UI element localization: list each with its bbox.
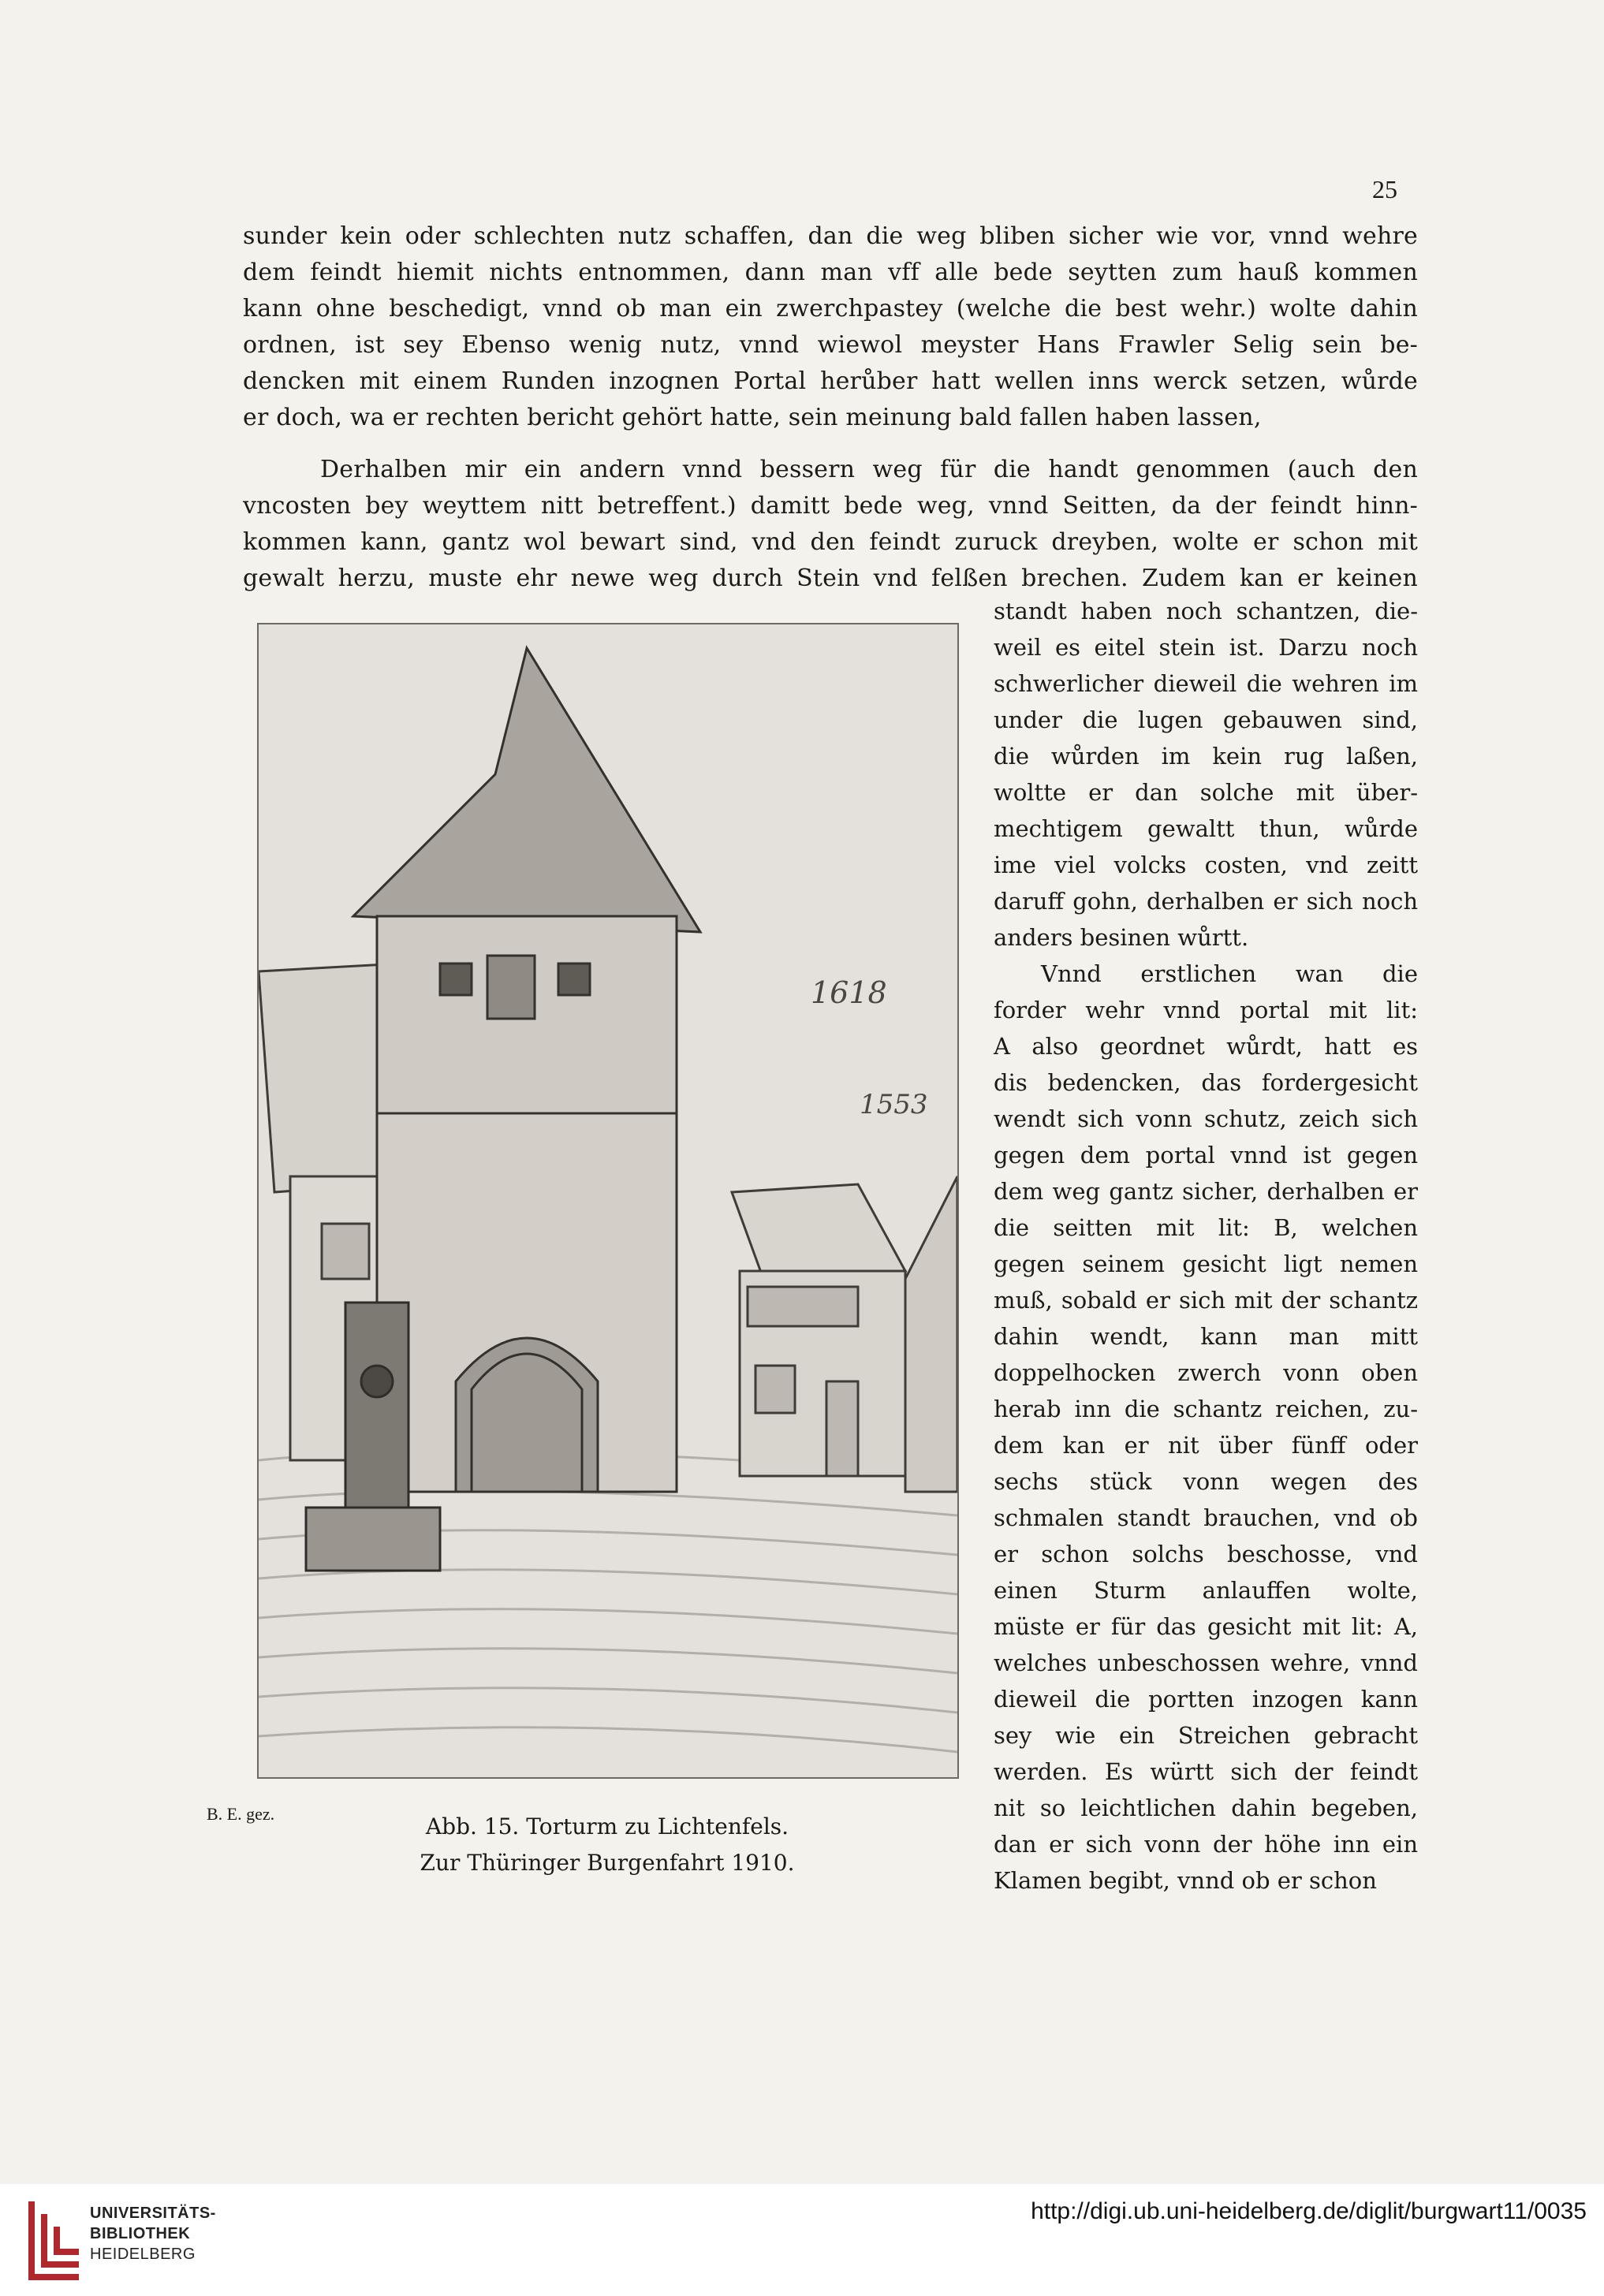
column-line: A also geordnet wůrdt, hatt es <box>994 1033 1418 1060</box>
column-line: einen Sturm anlauffen wolte, <box>994 1577 1418 1604</box>
text-line: sunder kein oder schlechten nutz schaffen, dan die weg bliben sicher wie vor, vnnd wehre <box>243 222 1418 250</box>
tower-sketch-drawing <box>259 624 957 1777</box>
text-line: dencken mit einem Runden inzognen Portal herůber hatt wellen inns werck setzen, wůrde <box>243 367 1418 395</box>
column-line: standt haben noch schantzen, die- <box>994 598 1418 624</box>
handwritten-year-1553: 1553 <box>860 1089 928 1120</box>
page-number: 25 <box>1372 175 1397 203</box>
column-line: gegen dem portal vnnd ist gegen <box>994 1142 1418 1168</box>
column-line: die wůrden im kein rug laßen, <box>994 743 1418 770</box>
column-line: welches unbeschossen wehre, vnnd <box>994 1649 1418 1676</box>
column-line: forder wehr vnnd portal mit lit: <box>994 997 1418 1023</box>
text-line: vncosten bey weyttem nitt betreffent.) damitt bede weg, vnnd Seitten, da der feindt hinn- <box>243 492 1418 520</box>
text-line: er doch, wa er rechten bericht gehört hatte, sein meinung bald fallen haben lassen, <box>243 404 1262 431</box>
column-line: Klamen begibt, vnnd ob er schon <box>994 1867 1377 1894</box>
text-line: ordnen, ist sey Ebenso wenig nutz, vnnd wiewol meyster Hans Frawler Selig sein be- <box>243 331 1418 359</box>
column-line: woltte er dan solche mit über- <box>994 779 1418 806</box>
text-line: dem feindt hiemit nichts entnommen, dann man vff alle bede seytten zum hauß kommen <box>243 259 1418 286</box>
column-line: doppelhocken zwerch vonn oben <box>994 1359 1418 1386</box>
column-line: weil es eitel stein ist. Darzu noch <box>994 634 1418 661</box>
column-line: wendt sich vonn schutz, zeich sich <box>994 1105 1418 1132</box>
column-line: sechs stück vonn wegen des <box>994 1468 1418 1495</box>
handwritten-year-1618: 1618 <box>811 975 887 1010</box>
text-line: kommen kann, gantz wol bewart sind, vnd den feindt zuruck dreyben, wolte er schon mit <box>243 528 1418 556</box>
column-line: muß, sobald er sich mit der schantz <box>994 1287 1418 1314</box>
source-url-link[interactable]: http://digi.ub.uni-heidelberg.de/diglit/burgwart11/0035 <box>1031 2198 1587 2224</box>
text-line: kann ohne beschedigt, vnnd ob man ein zwerchpastey (welche die best wehr.) wolte dahin <box>243 295 1418 322</box>
column-line: er schon solchs beschosse, vnd <box>994 1541 1418 1567</box>
library-name-line-2: BIBLIOTHEK <box>90 2225 191 2242</box>
column-line: müste er für das gesicht mit lit: A, <box>994 1613 1418 1640</box>
figure-caption: Abb. 15. Torturm zu Lichtenfels. <box>425 1813 789 1839</box>
column-line: herab inn die schantz reichen, zu- <box>994 1396 1418 1422</box>
column-line: nit so leichtlichen dahin begeben, <box>994 1795 1418 1821</box>
column-line: ime viel volcks costen, vnd zeitt <box>994 852 1418 878</box>
column-line: under die lugen gebauwen sind, <box>994 706 1418 733</box>
column-line: Vnnd erstlichen wan die <box>1041 960 1418 987</box>
column-line: dem weg gantz sicher, derhalben er <box>994 1178 1418 1205</box>
column-line: schwerlicher dieweil die wehren im <box>994 670 1418 697</box>
column-line: dahin wendt, kann man mitt <box>994 1323 1418 1350</box>
column-line: daruff gohn, derhalben er sich noch <box>994 888 1418 915</box>
column-line: werden. Es württ sich der feindt <box>994 1758 1418 1785</box>
column-line: dis bedencken, das fordergesicht <box>994 1069 1418 1096</box>
column-line: mechtigem gewaltt thun, wůrde <box>994 815 1418 842</box>
column-line: anders besinen wůrtt. <box>994 924 1249 951</box>
column-line: dan er sich vonn der höhe inn ein <box>994 1831 1418 1858</box>
column-line: die seitten mit lit: B, welchen <box>994 1214 1418 1241</box>
column-line: sey wie ein Streichen gebracht <box>994 1722 1418 1749</box>
figure-caption-subtitle: Zur Thüringer Burgenfahrt 1910. <box>420 1850 795 1876</box>
column-line: gegen seinem gesicht ligt nemen <box>994 1250 1418 1277</box>
library-logo-icon <box>24 2195 87 2283</box>
column-line: dieweil die portten inzogen kann <box>994 1686 1418 1713</box>
footer-bar <box>0 2184 1604 2296</box>
column-line: schmalen standt brauchen, vnd ob <box>994 1504 1418 1531</box>
text-line: Derhalben mir ein andern vnnd bessern weg für die handt genommen (auch den <box>320 456 1418 483</box>
artist-note: B. E. gez. <box>207 1804 275 1824</box>
text-line: gewalt herzu, muste ehr newe weg durch Stein vnd felßen brechen. Zudem kan er keinen <box>243 565 1418 592</box>
library-name-line-3: HEIDELBERG <box>90 2246 196 2263</box>
tower-sketch-figure <box>257 623 959 1779</box>
library-name-line-1: UNIVERSITÄTS- <box>90 2205 216 2222</box>
column-line: dem kan er nit über fünff oder <box>994 1432 1418 1459</box>
